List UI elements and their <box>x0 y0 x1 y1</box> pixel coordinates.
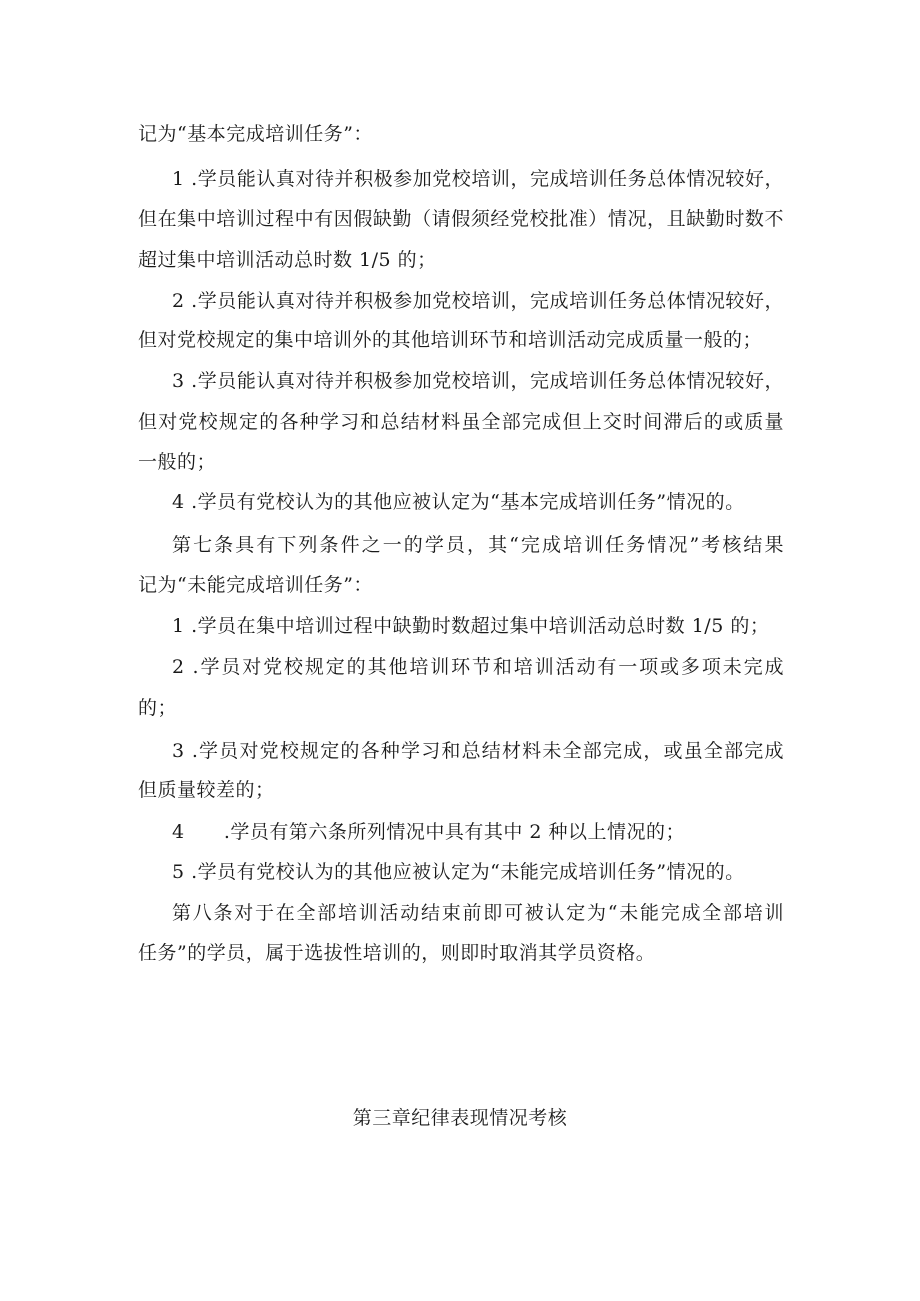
paragraph-line: 4 .学员有第六条所列情况中具有其中 2 种以上情况的； <box>172 821 686 843</box>
paragraph-line: 第七条具有下列条件之一的学员，其“完成培训任务情况”考核结果 <box>172 534 784 556</box>
paragraph-line: 一般的； <box>138 451 217 473</box>
paragraph-line: 第八条对于在全部培训活动结束前即可被认定为“未能完成全部培训 <box>172 902 784 924</box>
paragraph-line: 1 .学员能认真对待并积极参加党校培训，完成培训任务总体情况较好， <box>172 168 784 190</box>
paragraph-line: 任务”的学员，属于选拔性培训的，则即时取消其学员资格。 <box>138 942 656 964</box>
paragraph-line: 但对党校规定的集中培训外的其他培训环节和培训活动完成质量一般的； <box>138 329 763 351</box>
paragraph-line: 但在集中培训过程中有因假缺勤（请假须经党校批准）情况，且缺勤时数不 <box>138 208 784 230</box>
paragraph-line: 3 .学员能认真对待并积极参加党校培训，完成培训任务总体情况较好， <box>172 370 784 392</box>
paragraph-line: 记为“未能完成培训任务”： <box>138 574 373 596</box>
paragraph-line: 超过集中培训活动总时数 1/5 的； <box>138 249 437 271</box>
paragraph-line: 的； <box>138 697 178 719</box>
paragraph-line: 1 .学员在集中培训过程中缺勤时数超过集中培训活动总时数 1/5 的； <box>172 615 770 637</box>
paragraph-line: 2 .学员对党校规定的其他培训环节和培训活动有一项或多项未完成 <box>172 656 784 678</box>
paragraph-line: 4 .学员有党校认为的其他应被认定为“基本完成培训任务”情况的。 <box>172 491 745 513</box>
chapter-heading: 第三章纪律表现情况考核 <box>352 1107 568 1129</box>
paragraph-line: 但对党校规定的各种学习和总结材料虽全部完成但上交时间滞后的或质量 <box>138 411 784 433</box>
paragraph-line: 但质量较差的； <box>138 779 275 801</box>
paragraph-line: 5 .学员有党校认为的其他应被认定为“未能完成培训任务”情况的。 <box>172 861 745 883</box>
paragraph-line: 3 .学员对党校规定的各种学习和总结材料未全部完成，或虽全部完成 <box>172 740 784 762</box>
paragraph-line: 2 .学员能认真对待并积极参加党校培训，完成培训任务总体情况较好， <box>172 290 784 312</box>
paragraph-line: 记为“基本完成培训任务”： <box>138 123 373 145</box>
